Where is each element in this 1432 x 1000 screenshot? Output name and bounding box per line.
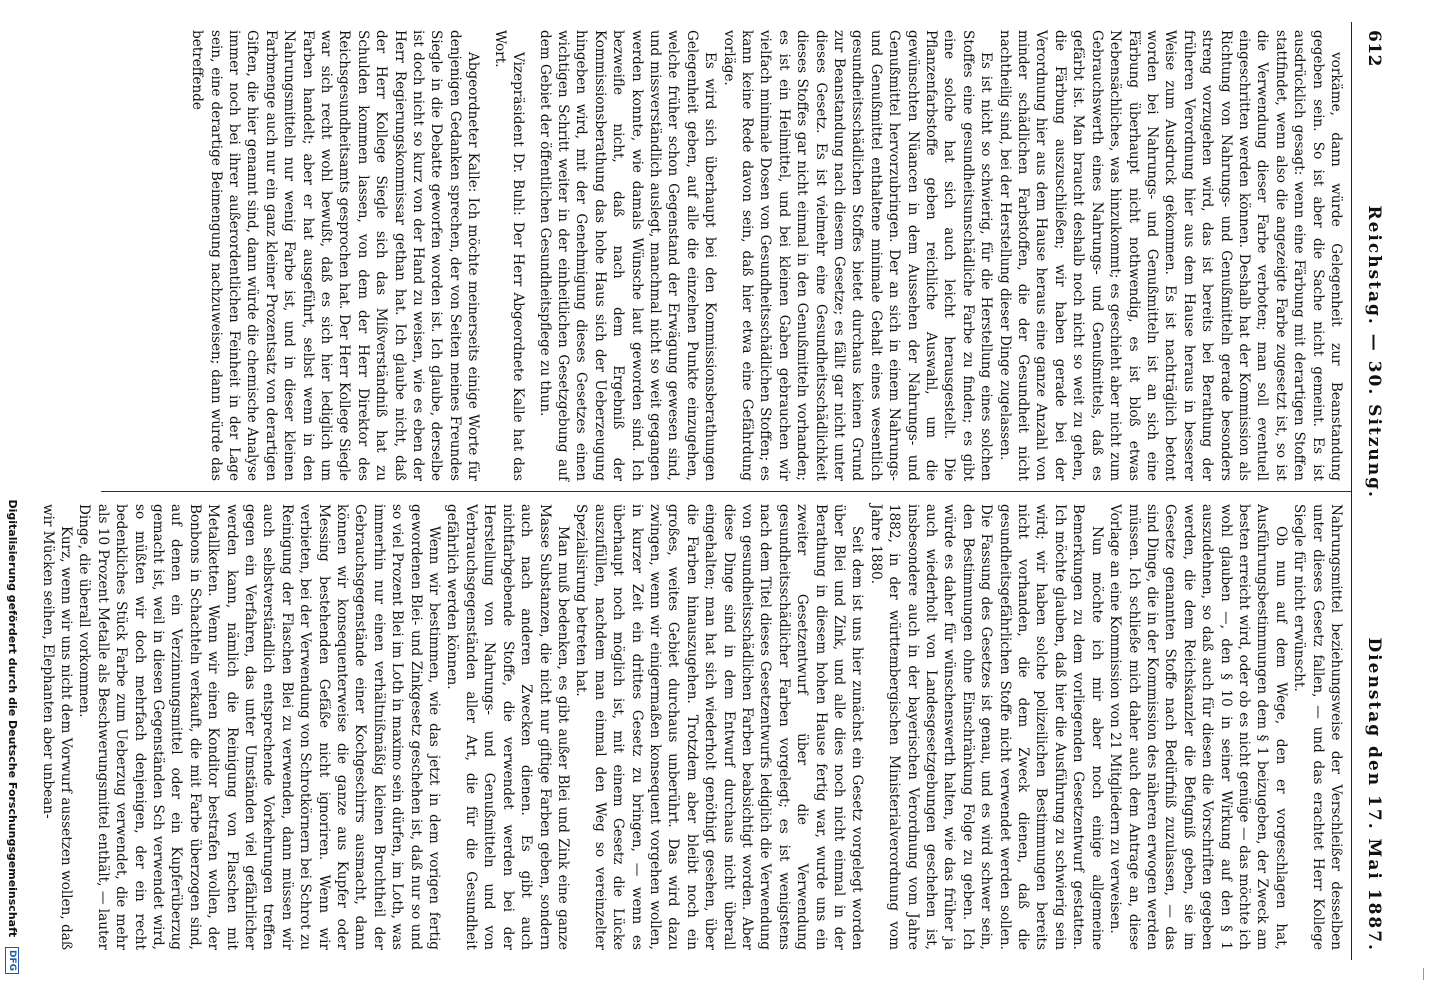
paragraph: Seit dem ist uns hier zunächst ein Gesetz vorgelegt worden über Blei und Zink, und alle dies noch nicht einmal in der Berathung in diesem hohen Hause fertig war, wurde uns ein zweiter Gesetzentwurf über die Verwendung gesundheitsschädlicher Farben vorgelegt; es ist wenigstens nach dem Titel dieses Gesetzentwurfs lediglich die Verwendung von gesundheitsschädlichen Farben beabsichtigt worden. Aber diese Dinge sind in dem Entwurf durchaus nicht überall eingehalten; man hat sich wiederholt genöthigt gesehen, über die Farben hinauszugehen. Trotzdem aber bleibt noch ein großes, weites Gebiet durchaus unberührt. Das wird dazu zwingen, wenn wir einigermaßen konsequent vorgehen wollen, in kurzer Zeit ein drittes Gesetz zu bringen, — wenn es überhaupt noch möglich ist, mit einem Gesetz die Lücke auszufüllen, nachdem man einmal den Weg so vereinzelter Spezialisirung betreten hat. — [573, 504, 866, 950]
header-title: Reichstag. — 30. Sitzung. — [1364, 205, 1384, 499]
paragraph: Nun möchte ich mir aber noch einige allgemeine Bemerkungen zu dem vorliegenden Gesetzentwurf gestatten. Ich möchte glauben, daß hier die Ausführung zu schwierig sein wird; wir haben solche polizeilichen Bestimmungen bereits nicht vorhanden, die dem Zweck dienen, daß die gesundheitsgefährlichen Stoffe nicht verwendet werden sollen. Die Fassung des Gesetzes ist genau, und es wird schwer sein, den Bestimmungen ohne Einschränkung Folge zu geben. Ich würde es daher für wünschenswerth halten, wie das früher ja auch wiederholt von Landesgesetzgebungen geschehen ist, insbesondere auch in der bayerischen Verordnung vom Jahre 1882, in der württembergischen Ministerialverordnung vom Jahre 1880. — [867, 504, 1105, 950]
page-edge-mark — [1423, 968, 1430, 980]
right-column — [39, 491, 1351, 960]
paragraph: Man muß bedenken, es gibt außer Blei und Zink eine ganze Masse Substanzen, die nicht nur giftige Farben geben, sondern auch nach anderen Zwecken dienen. Es gibt auch nichtfarbgebende Stoffe, die verwendet werden bei der Herstellung von Nahrungs- und Genußmitteln und von Verbrauchsgegenständen aller Art, die für die Gesundheit gefährlich werden können. — [444, 504, 571, 950]
paragraph: Wenn wir bestimmen, wie das jetzt in dem vorigen fertig gewordenen Blei- und Zinkgesetz geschehen ist, daß nur so und so viel Prozent Blei im Loth in maximo sein dürfen, im Loth, was immerhin nur einen verhältnißmäßig kleinen Bruchtheil der Gebrauchsgegenstände einer Kochgeschirrs ausmacht, dann können wir konsequenterweise die ganze aus Kupfer oder Messing bestehenden Gefäße nicht ignoriren. Wenn wir verbieten, bei der Verwendung von Schrotkörnern bei Schrot zu Reinigung der Flaschen Blei zu verwenden, dann müssen wir auch selbstverständlich entsprechende Vorkehrungen treffen gegen ein Verfahren, das unter Umständen viel gefährlicher werden kann, nämlich die Reinigung von Flaschen mit Metallketten. Wenn wir einen Konditor bestrafen wollen, der Bonbons in Schachteln verkauft, die mit Farbe überzogen sind, auf denen ein Verzinnungsmittel oder ein Kupferüberzug gemacht ist, weil in diesen Gegenständen Sch verwendet wird, so müßten wir doch mehrfach denjenigen, der ein recht bedenkliches Stück Farbe zum Ueberzug verwendet, die mehr als 10 Prozent Metalle als Beschwerungsmittel enthält, — lauter Dinge, die überall vorkommen. — [76, 504, 443, 950]
dfg-logo: DFG — [5, 947, 19, 974]
paragraph: vorkäme, dann würde Gelegenheit zur Beanstandung gegeben sein. So ist aber die Sache nicht gemeint. Es ist ausdrücklich gesagt: wenn eine Färbung mit derartigen Stoffen stattfindet, wenn also die angezeigte Farbe zugesetzt ist, so ist die Verwendung dieser Farbe verboten; man soll eventuell eingeschritten werden können. Deshalb hat der Kommission als Richtung von Nahrungs- und Genußmitteln gerade besonders streng vorzugehen wird, das ist bereits bei Berathung der früheren Verordnung hier aus dem Hause heraus in besserer Weise zum Ausdruck gekommen. Es ist nachträglich betont worden bei Nahrungs- und Genußmitteln ist an sich eine Färbung überhaupt nicht nothwendig, es ist bloß etwas Nebensächliches, was hinzukommt; es geschieht aber nicht zum Gebrauchswerth eines Nahrungs- und Genußmittels, daß es gefärbt ist. Man braucht deshalb noch nicht so weit zu gehen, die Färbung auszuschließen; wir haben gerade bei der Verordnung hier aus dem Hause heraus eine ganze Anzahl von minder schädlichen Farbstoffen, die der Gesundheit nicht nachtheilig sind, bei der Herstellung dieser Dinge zugelassen. — [996, 30, 1344, 481]
digitization-sidebar — [2, 0, 22, 1000]
speaker-paragraph: Abgeordneter Kalle: Ich möchte meinerseits einige Worte für denjenigen Gedanken sprechen, der von Seiten meines Freundes Siegle in die Debatte geworfen worden ist. Ich glaube, derselbe ist doch nicht so kurz von der Hand zu weisen, wie es eben der Herr Regierungskommissar gethan hat. Ich glaube nicht, daß der Herr Kollege Siegle sich das Mißverständniß hat zu Schulden kommen lassen, von dem der Herr Direktor des Reichsgesundheitsamts gesprochen hat. Der Herr Kollege Siegle war sich recht wohl bewußt, daß es sich hier lediglich um Farben handelt; aber er hat ausgeführt, selbst wenn in den Nahrungsmitteln nur wenig Farbe ist, und in dieser kleinen Farbmenge auch nur ein ganz kleiner Prozentsatz von derartigen Giften, die hier genannt sind, dann würde die chemische Analyse immer noch bei ihrer außerordentlichen Feinheit in der Lage sein, eine derartige Beimengung nachzuweisen; dann würde das betreffende — [189, 30, 482, 481]
paragraph: Nahrungsmittel beziehungsweise der Verschleißer desselben unter dieses Gesetz fallen, — und das erachtet Herr Kollege Siegle für nicht erwünscht. — [1291, 504, 1344, 950]
left-column — [101, 22, 1351, 491]
paragraph: Es ist nicht so schwierig, für die Herstellung eines solchen Stoffes eine gesundheitsunschädliche Farbe zu finden; es gibt eine solche hat sich auch leicht herausgestellt. Die Pflanzenfarbstoffe geben reichliche Auswahl, um die gewünschten Nüancen in dem Aussehen der Nahrungs- und Genußmittel hervorzubringen. Der an sich in einem Nahrungs- und Genußmittel enthaltene minimale Gehalt eines wesentlich gesundheitsschädlichen Stoffes bietet durchaus keinen Grund zur Beanstandung nach diesem Gesetze; es fällt gar nicht unter dieses Gesetz. Es ist vielmehr eine Gesundheitsschädlichkeit dieses Stoffes gar nicht einmal in den Genußmitteln vorhanden; es ist ein Heilmittel, und bei kleinen Gaben gebrauchen wir vielfach minimale Dosen von Gesundheitsschädlichen Stoffen; es kann keine Rede davon sein, daß hier etwa eine Gefährdung vorläge. — [720, 30, 995, 481]
header-date: Dienstag den 17. Mai 1887. — [1364, 637, 1384, 952]
header-rule — [1351, 22, 1352, 960]
paragraph: Es wird sich überhaupt bei den Kommissionsberathungen Gelegenheit geben, auf alle die einzelnen Punkte einzugehen, welche früher schon Gegenstand der Erwägung gewesen sind, und missverständlich auslegt, manchmal nicht so weit gegangen werden konnte, wie damals Wünsche laut geworden sind. Ich bezweifle nicht, daß nach dem Ergebniß der Kommissionsberathung das hohe Haus sich der Ueberzeugung hingeben wird, mit der Genehmigung dieses Gesetzes einen wichtigen Schritt weiter in der einheitlichen Gesetzgebung auf dem Gebiet der öffentlichen Gesundheitspflege zu thun. — [536, 30, 719, 481]
text-columns — [39, 22, 1351, 960]
paragraph: Ob nun auf dem Wege, den er vorgeschlagen hat, Ausführungsbestimmungen dem § 1 beizugeben, der Zweck am besten erreicht wird, oder ob es nicht genüge — das möchte ich wohl glauben —, den § 10 in seiner Wirkung auf den § 1 auszudehnen, so daß auch für diesen die Vorschriften gegeben werden, die dem Reichskanzler die Befugniß geben, sie im Gesetze genannten Stoffe nach Bedürfniß zuzulassen, — das sind Dinge, die in der Kommission des näheren erwogen werden müssen. Ich schließe mich daher auch dem Antrage an, diese Vorlage an eine Kommission von 21 Mitgliedern zu verweisen. — [1107, 504, 1289, 950]
digitization-credit: Digitalisierung gefördert durch die Deutsche Forschungsgemeinschaft — [6, 499, 19, 938]
paragraph: Kurz, wenn wir uns nicht dem Vorwurf aussetzen wollen, daß wir Mücken seihen, Elephanten aber unbean- — [39, 504, 74, 950]
page-number: 612 — [1364, 30, 1384, 67]
speaker-paragraph: Vizepräsident Dr. Buhl: Der Herr Abgeordnete Kalle hat das Wort. — [491, 30, 527, 481]
page-header — [1356, 22, 1394, 960]
